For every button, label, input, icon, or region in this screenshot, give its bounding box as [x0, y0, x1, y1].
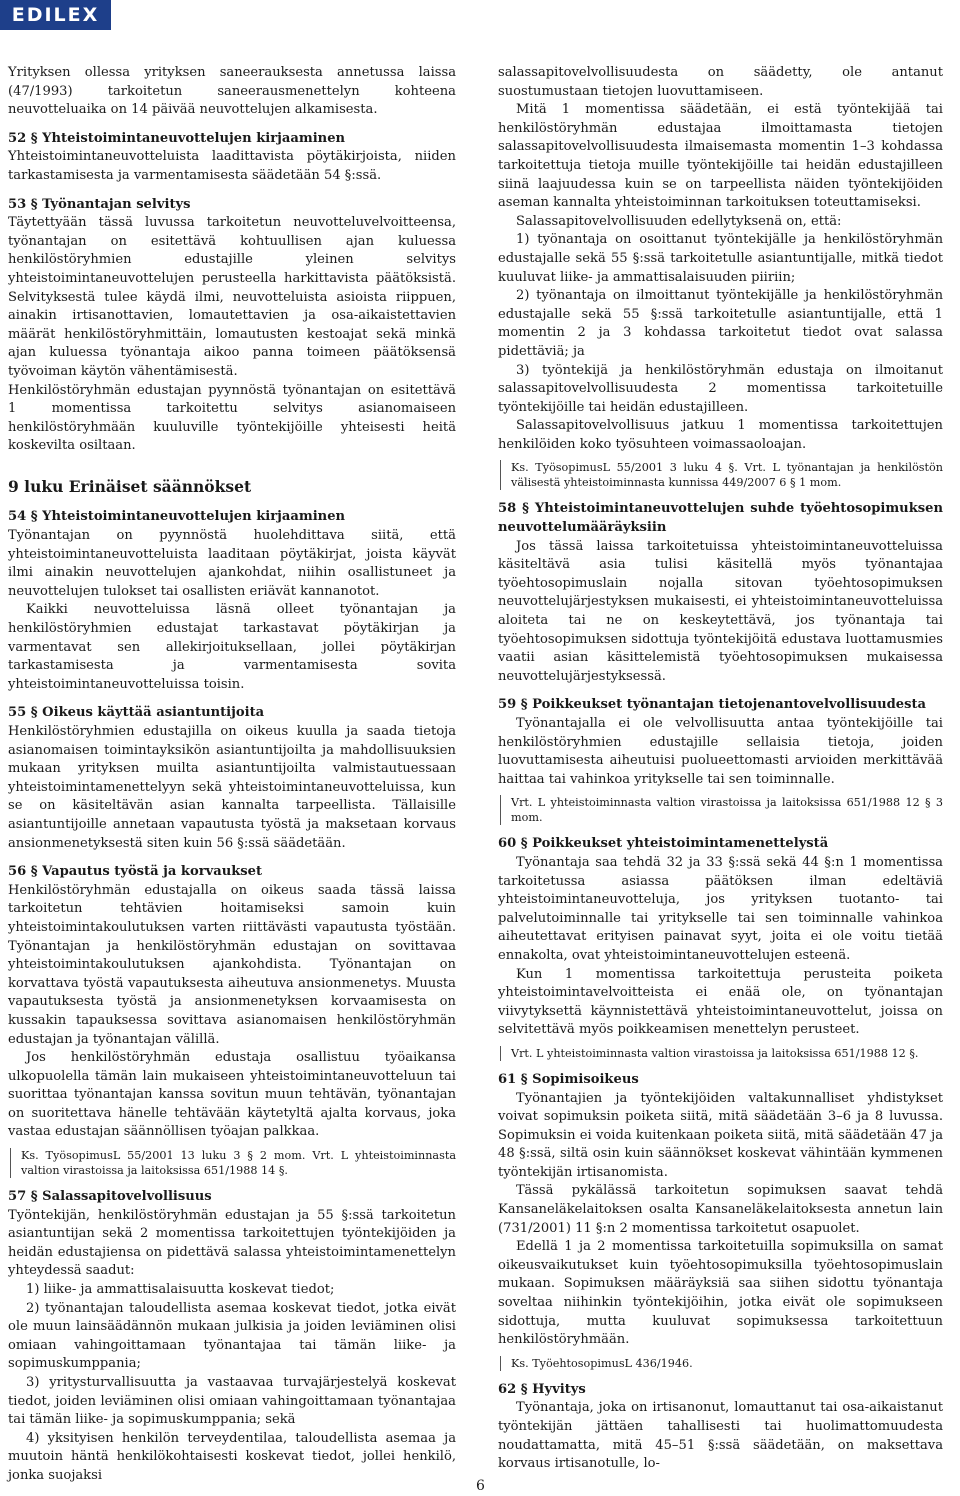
section-57-paragraph-2: Mitä 1 momentissa säädetään, ei estä työntekijää tai henkilöstöryhmän edustajaa ilmoittamasta tietojen salassapitovelvollisuudesta ilmaisemasta momentin 1–3 kohdassa tarkoitettuja tietoja muille työntekijöille tai heidän edustajilleen siinä laajuudessa kuin se on tarpeellista näiden työntekijöiden aseman kannalta yhteistoiminnan tarkoituksen toteuttamiseksi. — [498, 102, 943, 211]
section-58-heading: 58 § Yhteistoimintaneuvottelujen suhde työehtosopimuksen neuvottelumääräyksiin — [498, 501, 943, 536]
section-52-text: Yhteistoimintaneuvotteluista laadittavista pöytäkirjoista, niiden tarkastamisesta ja varmentamisesta säädetään 54 §:ssä. — [8, 149, 456, 183]
section-61-heading: 61 § Sopimisoikeus — [498, 1071, 639, 1087]
section-55-heading: 55 § Oikeus käyttää asiantuntijoita — [8, 705, 265, 721]
right-column — [498, 64, 943, 1474]
section-55-paragraph-1: Henkilöstöryhmien edustajilla on oikeus kuulla ja saada tietoja asianomaisen toimintayksikön asiantuntijoilta ja mahdollisuuksien mukaan yrityksen muilta asiantuntijoilta valmistautuessaan yhteistoimintamenettelyyn sekä yhteistoimintaneuvotteluissa, kun se on käsiteltävän asian kannalta tarpeellista. Tällaisille asiantuntijoille annetaan vapautusta työstä ja maksetaan korvaus ansionmenetyksestä siten kuin 56 §:ssä säädetään. — [8, 724, 456, 851]
section-54-paragraph-2: Kaikki neuvotteluissa läsnä olleet työnantajan ja henkilöstöryhmien edustajat tarkastavat pöytäkirjan ja varmentavat sen allekirjoituksellaan, jollei pöytäkirjan tarkastamisesta ja varmentamisesta sovita yhteistoimintaneuvotteluissa toisin. — [8, 602, 456, 692]
section-61-paragraph-1: Työnantajien ja työntekijöiden valtakunnalliset yhdistykset voivat sopimuksin poiketa siitä, mitä säädetään 3–6 ja 8 luvussa. Sopimuksin ei voida kuitenkaan poiketa siitä, mitä säädetään 47 ja 48 §:ssä, siltä osin kuin säännökset koskevat vähintään kymmenen työntekijän irtisanomista. — [498, 1090, 943, 1180]
section-57-item-1: 1) liike- ja ammattisalaisuutta koskevat tiedot; — [26, 1282, 335, 1298]
section-57-item-2: 2) työnantajan taloudellista asemaa koskevat tiedot, jotka eivät ole muun lainsäädännön mukaan julkisia ja joiden leviäminen olisi omiaan vahingoittamaan työnantajaa tai tämän liike- ja sopimuskumppania; — [8, 1300, 456, 1372]
logo-text: EDILEX — [11, 4, 100, 26]
section-59-heading: 59 § Poikkeukset työnantajan tietojenantovelvollisuudesta — [498, 697, 926, 713]
section-57-item-4: 4) yksityisen henkilön terveydentilaa, taloudellista asemaa ja muutoin häntä henkilökohtaisesti koskevat tiedot, jollei henkilö, jonka suojaksi — [8, 1430, 456, 1483]
section-62-paragraph-1: Työnantaja, joka on irtisanonut, lomauttanut tai osa-aikaistanut työntekijän jättäen tahallisesti tai huolimattomuudesta noudattamatta, mitä 45–51 §:ssä säädetään, on maksettava korvaus irtisanotulle, lo- — [498, 1400, 943, 1472]
section-57-reference-note: Ks. TyösopimusL 55/2001 3 luku 4 §. Vrt. L työnantajan ja henkilöstön välisestä yhteistoiminnasta kunnissa 449/2007 6 § 1 mom. — [500, 460, 943, 490]
section-57-item-3: 3) yritysturvallisuutta ja vastaavaa turvajärjestelyä koskevat tiedot, joiden leviäminen olisi omiaan vahingoittamaan työnantajaa tai tämän liike- ja sopimuskumppania; sekä — [8, 1375, 456, 1428]
section-54-heading: 54 § Yhteistoimintaneuvottelujen kirjaaminen — [8, 509, 346, 525]
left-column — [8, 64, 456, 1486]
section-57-paragraph-1: Työntekijän, henkilöstöryhmän edustajan ja 55 §:ssä tarkoitetun asiantuntijan sekä 2 momentissa tarkoitettujen työntekijöiden ja heidän edustajiensa on pidettävä salassa yhteistoimintamenettelyn yhteydessä saadut: — [8, 1207, 456, 1279]
section-60-paragraph-2: Kun 1 momentissa tarkoitettuja perusteita poiketa yhteistoimintavelvoitteista ei enää ole, on työnantajan viivytyksettä käynnistettävä yhteistoimintaneuvottelut, joissa on selvitettävä myös poikkeamisen menettelyn perusteet. — [498, 966, 943, 1038]
section-59-reference-note: Vrt. L yhteistoiminnasta valtion virastoissa ja laitoksissa 651/1988 12 § 3 mom. — [500, 795, 943, 825]
section-56-heading: 56 § Vapautus työstä ja korvaukset — [8, 864, 263, 880]
section-61-reference-note: Ks. TyöehtosopimusL 436/1946. — [500, 1356, 943, 1371]
section-54-paragraph-1: Työnantajan on pyynnöstä huolehdittava siitä, että yhteistoimintaneuvotteluista laaditaan pöytäkirjat, joista käyvät ilmi ainakin neuvottelujen ajankohdat, niihin osallistuneet ja neuvottelujen tulokset tai osallisten eriävät kannanotot. — [8, 528, 456, 599]
section-56-reference-note: Ks. TyösopimusL 55/2001 13 luku 3 § 2 mom. Vrt. L yhteistoiminnasta valtion virastoissa ja laitoksissa 651/1988 14 §. — [10, 1148, 456, 1178]
section-60-heading: 60 § Poikkeukset yhteistoimintamenettelystä — [498, 836, 829, 852]
chapter-9-heading: 9 luku Erinäiset säännökset — [8, 476, 252, 496]
edilex-logo — [0, 0, 111, 30]
section-60-reference-note: Vrt. L yhteistoiminnasta valtion virastoissa ja laitoksissa 651/1988 12 §. — [500, 1046, 943, 1061]
section-57-paragraph-4: Salassapitovelvollisuus jatkuu 1 momentissa tarkoitettujen henkilöiden koko työsuhteen voimassaoloajan. — [498, 418, 943, 452]
section-57-continuation: salassapitovelvollisuudesta on säädetty, ole antanut suostumustaan tietojen luovuttamiseen. — [498, 65, 943, 99]
section-61-paragraph-2: Tässä pykälässä tarkoitetun sopimuksen saavat tehdä Kansaneläkelaitoksen osalta Kansaneläkelaitoksesta annetun lain (731/2001) 11 §:n 2 momentissa tarkoitetut osapuolet. — [498, 1183, 943, 1236]
section-53-paragraph-2: Henkilöstöryhmän edustajan pyynnöstä työnantajan on esitettävä 1 momentissa tarkoitettu selvitys asianomaiseen henkilöstöryhmään kuuluville työntekijöille yhteisesti heitä koskevilta osiltaan. — [8, 382, 456, 454]
intro-paragraph: Yrityksen ollessa yrityksen saneerauksesta annetussa laissa (47/1993) tarkoitetun saneerausmenettelyn kohteena neuvotteluaika on 14 päivää neuvottelujen alkamisesta. — [8, 65, 456, 118]
section-53-paragraph-1: Täytettyään tässä luvussa tarkoitetun neuvotteluvelvoitteensa, työnantajan on esitettävä kohtuullisen ajan kuluessa henkilöstöryhmien edustajille yleinen selvitys yhteistoimintaneuvottelujen perusteella harkittavista päätöksistä. Selvityksestä tulee käydä ilmi, neuvotteluista asioista riippuen, ainakin irtisanottavien, lomautettavien ja osa-aikaistettavien määrät henkilöstöryhmittäin, lomautusten kestoajat sekä minkä ajan kuluessa työnantaja aikoo panna toimeen päätöksensä työvoiman käytön vähentämisestä. — [8, 215, 456, 379]
section-60-paragraph-1: Työnantaja saa tehdä 32 ja 33 §:ssä sekä 44 §:n 1 momentissa tarkoitetussa asiassa päätöksen ilman edeltäviä yhteistoimintaneuvotteluja, jos yrityksen tuotanto- tai palvelutoiminnalle tai yritykselle tai sen toiminnalle vahinkoa aiheutettavat erityisen painavat syyt, joita ei ole voitu tietää ennakolta, ovat yhteistoimintaneuvottelujen esteenä. — [498, 854, 943, 963]
section-61-paragraph-3: Edellä 1 ja 2 momentissa tarkoitetuilla sopimuksilla on samat oikeusvaikutukset kuin työehtosopimuksilla työehtosopimuslain mukaan. Sopimuksen määräyksiä saa siihen sidottu työnantaja soveltaa niihinkin työntekijöihin, jotka eivät ole sopimukseen sidottuja, mutta kuuluvat sopimuksessa tarkoitettuun henkilöstöryhmään. — [498, 1239, 943, 1348]
section-57-heading: 57 § Salassapitovelvollisuus — [8, 1189, 212, 1205]
section-52-heading: 52 § Yhteistoimintaneuvottelujen kirjaaminen — [8, 130, 346, 146]
section-58-paragraph-1: Jos tässä laissa tarkoitetuissa yhteistoimintaneuvotteluissa käsiteltävä asia tulisi käsitellä myös työnantajaa työehtosopimuslain nojalla sitovan työehtosopimuksen neuvottelujärjestyksen mukaisesti, ei yhteistoimintaneuvotteluissa aloiteta tai ne on keskeytettävä, jos työnantaja tai työehtosopimuksen sidottuja työntekijöitä edustava luottamusmies vaatii asian käsittelemistä työehtosopimuksen mukaisessa neuvottelujärjestyksessä. — [498, 538, 943, 684]
page-number: 6 — [476, 1478, 485, 1494]
section-59-paragraph-1: Työnantajalla ei ole velvollisuutta antaa työntekijöille tai henkilöstöryhmien edustajille sellaisia tietoja, joiden luovuttamisesta aiheutuisi puolueettomasti arvioiden merkittävää haittaa tai vahinkoa yritykselle tai sen toiminnalle. — [498, 716, 943, 787]
section-62-heading: 62 § Hyvitys — [498, 1381, 586, 1397]
section-57-condition-2: 2) työnantaja on ilmoittanut työntekijälle ja henkilöstöryhmän edustajalle sekä 55 §:ssä tarkoitetulle asiantuntijalle, että 1 momentin 2 ja 3 kohdassa tarkoitetut tiedot ovat salassa pidettäviä; ja — [498, 288, 943, 359]
section-57-paragraph-3: Salassapitovelvollisuuden edellytyksenä on, että: — [516, 213, 842, 229]
section-56-paragraph-1: Henkilöstöryhmän edustajalla on oikeus saada tässä laissa tarkoitetun tehtävien hoitamiseksi samoin kuin yhteistoimintakoulutuksen varten riittävästi vapautusta työstään. Työnantajan ja henkilöstöryhmän edustajan on sovittavaa yhteistoimintakoulutuksen ajankohdista. Työnantajan on korvattava työstä vapautuksesta aiheutuva ansionmenetys. Muusta vapautuksesta työstä ja ansionmenetyksen korvaamisesta on kussakin tapauksessa sovittava asianomaisen henkilöstöryhmän edustajan ja työnantajan välillä. — [8, 882, 456, 1047]
section-57-condition-3: 3) työntekijä ja henkilöstöryhmän edustaja on ilmoitanut salassapitovelvollisuudesta 2 momentissa tarkoitetuille työntekijöille tai heidän edustajilleen. — [498, 362, 943, 415]
section-56-paragraph-2: Jos henkilöstöryhmän edustaja osallistuu työaikansa ulkopuolella tämän lain mukaiseen yhteistoimintaneuvotteluun tai suorittaa työnantajan kanssa sovitun muun tehtävän, työnantajan on suoritettava hänelle tehtävään käytetyltä ajalta korvaus, joka vastaa edustajan säännöllisen työajan palkkaa. — [8, 1050, 456, 1140]
section-53-heading: 53 § Työnantajan selvitys — [8, 196, 191, 212]
section-57-condition-1: 1) työnantaja on osoittanut työntekijälle ja henkilöstöryhmän edustajalle sekä 55 §:ssä tarkoitetulle asiantuntijalle, mitkä tiedot kuuluvat liike- ja ammattisalaisuuden piiriin; — [498, 232, 943, 285]
